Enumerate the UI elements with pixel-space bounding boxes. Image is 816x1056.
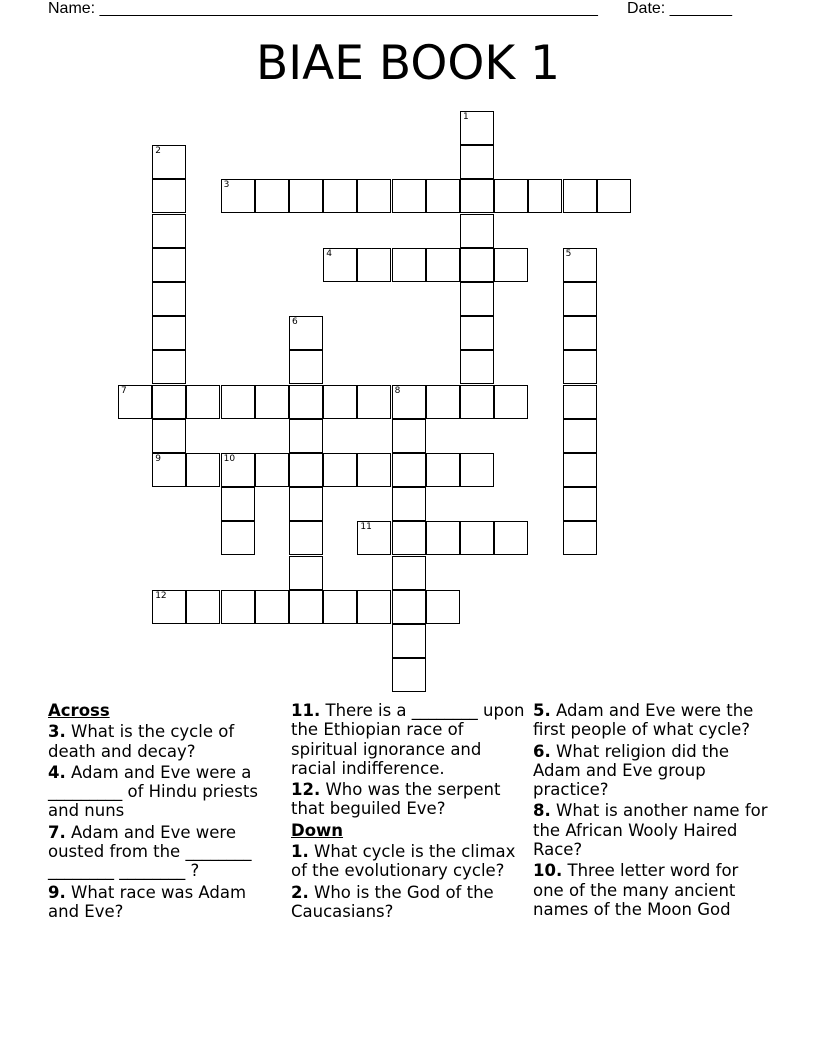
cell-number: 6 <box>292 317 298 328</box>
grid-cell[interactable] <box>255 453 289 487</box>
clue-text: What is the cycle of death and decay? <box>48 722 235 761</box>
grid-cell[interactable] <box>460 145 494 179</box>
grid-cell[interactable] <box>392 179 426 213</box>
clue-text: There is a ________ upon the Ethiopian race of spiritual ignorance and racial indifference. <box>291 701 525 778</box>
grid-cell[interactable] <box>460 453 494 487</box>
grid-cell[interactable] <box>289 487 323 521</box>
clue-across-11 <box>291 701 527 778</box>
clue-down-5 <box>533 701 769 740</box>
grid-cell[interactable] <box>152 453 186 487</box>
cell-number: 10 <box>223 454 236 464</box>
grid-cell[interactable] <box>426 590 460 624</box>
clue-text: Who is the God of the Caucasians? <box>291 882 494 921</box>
clue-text: What race was Adam and Eve? <box>48 882 247 921</box>
grid-cell[interactable] <box>255 179 289 213</box>
grid-cell[interactable] <box>460 521 494 555</box>
clues-column-3 <box>533 701 769 921</box>
grid-cell[interactable] <box>563 521 597 555</box>
grid-cell[interactable] <box>323 453 357 487</box>
grid-cell[interactable] <box>357 521 391 555</box>
grid-cell[interactable] <box>392 521 426 555</box>
clue-text: Adam and Eve were ousted from the ________ ________ ________ ? <box>48 822 252 881</box>
grid-cell[interactable] <box>357 248 391 282</box>
grid-cell[interactable] <box>323 590 357 624</box>
clue-down-10 <box>533 861 769 919</box>
grid-cell[interactable] <box>460 214 494 248</box>
clue-down-6 <box>533 742 769 800</box>
grid-cell[interactable] <box>221 179 255 213</box>
grid-cell[interactable] <box>255 590 289 624</box>
clues-column-2 <box>291 701 527 923</box>
grid-cell[interactable] <box>152 145 186 179</box>
page-title: BIAE BOOK 1 <box>256 36 560 91</box>
grid-cell[interactable] <box>563 179 597 213</box>
grid-cell[interactable] <box>323 385 357 419</box>
grid-cell[interactable] <box>392 248 426 282</box>
grid-cell[interactable] <box>460 282 494 316</box>
clue-text: What cycle is the climax of the evolutionary cycle? <box>291 842 516 881</box>
clue-text: Three letter word for one of the many ancient names of the Moon God <box>533 861 739 919</box>
clue-number: 11. <box>291 701 321 720</box>
grid-cell[interactable] <box>357 179 391 213</box>
clue-number: 4. <box>48 762 66 782</box>
grid-cell[interactable] <box>289 179 323 213</box>
grid-cell[interactable] <box>357 590 391 624</box>
cell-number: 7 <box>121 385 127 396</box>
grid-cell[interactable] <box>221 453 255 487</box>
grid-cell[interactable] <box>152 350 186 384</box>
clue-across-12 <box>291 780 527 819</box>
grid-cell[interactable] <box>494 179 528 213</box>
grid-cell[interactable] <box>152 248 186 282</box>
clue-text: Who was the serpent that beguiled Eve? <box>291 780 501 819</box>
grid-cell[interactable] <box>528 179 562 213</box>
grid-cell[interactable] <box>152 385 186 419</box>
clue-number: 6. <box>533 741 551 761</box>
grid-cell[interactable] <box>563 419 597 453</box>
grid-cell[interactable] <box>494 385 528 419</box>
grid-cell[interactable] <box>563 453 597 487</box>
grid-cell[interactable] <box>152 590 186 624</box>
grid-cell[interactable] <box>289 385 323 419</box>
grid-cell[interactable] <box>152 316 186 350</box>
cell-number: 12 <box>155 590 167 601</box>
grid-cell[interactable] <box>597 179 631 213</box>
clue-number: 1. <box>291 842 309 862</box>
clue-number: 12. <box>291 780 321 800</box>
grid-cell[interactable] <box>563 282 597 316</box>
clue-text: What religion did the Adam and Eve group practice? <box>533 741 730 800</box>
grid-cell[interactable] <box>152 419 186 453</box>
grid-cell[interactable] <box>221 385 255 419</box>
grid-cell[interactable] <box>289 521 323 555</box>
grid-cell[interactable] <box>563 316 597 350</box>
cell-number: 5 <box>565 248 572 259</box>
grid-cell[interactable] <box>289 556 323 590</box>
cell-number: 8 <box>394 385 401 396</box>
grid-cell[interactable] <box>323 179 357 213</box>
clues-column-1 <box>48 701 280 923</box>
grid-cell[interactable] <box>426 385 460 419</box>
grid-cell[interactable] <box>392 487 426 521</box>
grid-cell[interactable] <box>494 521 528 555</box>
grid-cell[interactable] <box>460 350 494 384</box>
grid-cell[interactable] <box>392 590 426 624</box>
clue-across-9 <box>48 883 280 922</box>
cell-number: 9 <box>155 454 161 464</box>
grid-cell[interactable] <box>392 624 426 658</box>
grid-cell[interactable] <box>392 453 426 487</box>
clue-number: 3. <box>48 722 66 742</box>
grid-cell[interactable] <box>289 419 323 453</box>
cell-number: 4 <box>326 248 332 259</box>
grid-cell[interactable] <box>563 350 597 384</box>
grid-cell[interactable] <box>426 521 460 555</box>
clue-text: Adam and Eve were a _________ of Hindu priests and nuns <box>48 762 258 821</box>
clue-down-1 <box>291 842 527 881</box>
grid-cell[interactable] <box>186 385 220 419</box>
grid-cell[interactable] <box>392 556 426 590</box>
grid-cell[interactable] <box>221 590 255 624</box>
clue-across-7 <box>48 823 280 881</box>
clue-number: 5. <box>533 701 551 720</box>
name-line: Name: ________________________________________________________ <box>48 0 598 17</box>
grid-cell[interactable] <box>255 385 289 419</box>
cell-number: 2 <box>155 146 161 157</box>
grid-cell[interactable] <box>426 248 460 282</box>
grid-cell[interactable] <box>426 179 460 213</box>
clue-across-4 <box>48 763 280 821</box>
grid-cell[interactable] <box>460 179 494 213</box>
grid-cell[interactable] <box>392 385 426 419</box>
cell-number: 1 <box>463 112 469 122</box>
clue-down-2 <box>291 883 527 922</box>
clue-text: Adam and Eve were the first people of what cycle? <box>533 701 754 740</box>
grid-cell[interactable] <box>494 248 528 282</box>
grid-cell[interactable] <box>460 316 494 350</box>
clue-number: 8. <box>533 801 551 821</box>
cell-number: 3 <box>223 180 230 191</box>
grid-cell[interactable] <box>392 419 426 453</box>
grid-cell[interactable] <box>186 453 220 487</box>
grid-cell[interactable] <box>563 487 597 521</box>
grid-cell[interactable] <box>118 385 152 419</box>
grid-cell[interactable] <box>357 453 391 487</box>
grid-cell[interactable] <box>460 248 494 282</box>
grid-cell[interactable] <box>289 350 323 384</box>
grid-cell[interactable] <box>289 590 323 624</box>
grid-cell[interactable] <box>563 248 597 282</box>
cell-number: 11 <box>360 522 372 533</box>
grid-cell[interactable] <box>221 487 255 521</box>
clue-number: 2. <box>291 882 309 902</box>
grid-cell[interactable] <box>152 282 186 316</box>
grid-cell[interactable] <box>357 385 391 419</box>
grid-cell[interactable] <box>221 521 255 555</box>
grid-cell[interactable] <box>152 179 186 213</box>
grid-cell[interactable] <box>323 248 357 282</box>
grid-cell[interactable] <box>289 316 323 350</box>
grid-cell[interactable] <box>460 111 494 145</box>
grid-cell[interactable] <box>563 385 597 419</box>
date-line: Date: _______ <box>627 0 732 17</box>
clue-across-3 <box>48 722 280 761</box>
clue-number: 10. <box>533 861 563 881</box>
grid-cell[interactable] <box>460 385 494 419</box>
grid-cell[interactable] <box>152 214 186 248</box>
clue-number: 9. <box>48 882 66 902</box>
grid-cell[interactable] <box>426 453 460 487</box>
across-heading: Across <box>48 701 110 720</box>
down-heading: Down <box>291 820 344 840</box>
grid-cell[interactable] <box>289 453 323 487</box>
grid-cell[interactable] <box>186 590 220 624</box>
grid-cell[interactable] <box>392 658 426 692</box>
clue-down-8 <box>533 801 769 859</box>
clue-number: 7. <box>48 822 66 842</box>
clue-text: What is another name for the African Wooly Haired Race? <box>533 801 768 860</box>
